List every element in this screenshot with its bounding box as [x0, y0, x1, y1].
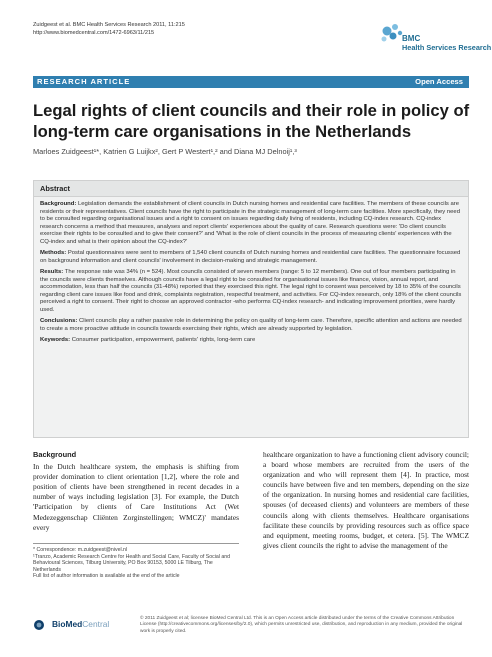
- abstract-conclusions: [40, 318, 462, 333]
- citation-link[interactable]: http://www.biomedcentral.com/1472-6963/11/215: [33, 30, 155, 36]
- author-list: Marloes Zuidgeest¹*, Katrien G Luijkx², Gert P Westert¹,² and Diana MJ Delnoij¹,³: [33, 147, 297, 156]
- abstract-box: [33, 180, 469, 438]
- journal-name: Health Services Research: [402, 43, 492, 52]
- keywords-label: Keywords:: [40, 337, 71, 343]
- affiliation-note: ¹Tranzo, Academic Research Centre for Health and Social Care, Faculty of Social and Behavioural Sciences, Tilburg University, PO Box 90153, 5000 LE Tilburg, The Netherlands: [33, 553, 231, 573]
- abstract-keywords: [40, 337, 462, 345]
- background-label: Background:: [40, 201, 77, 207]
- methods-label: Methods:: [40, 250, 67, 256]
- license-text: © 2011 Zuidgeest et al; licensee BioMed Central Ltd. This is an Open Access article distributed under the terms of the Creative Commons Attribution License (http://creativecommons.org/licenses/by/2.0), which permits unrestricted use, distribution, and reproduction in any medium, provided the original work is properly cited.: [140, 616, 463, 634]
- abstract-heading: Abstract: [34, 181, 468, 197]
- article-banner: [33, 76, 469, 88]
- abstract-methods: [40, 250, 462, 265]
- body-column-left: [33, 450, 239, 533]
- publisher-bold: BioMed: [52, 619, 83, 629]
- conclusions-text: Client councils play a rather passive role in determining the policy on quality of long-term care. Therefore, specific attention and actions are needed to create a more proactive attitude in councils towards exercising their rights, which are already supported by legislation.: [40, 318, 462, 332]
- correspondence-note[interactable]: * Correspondence: m.zuidgeest@nivel.nl: [33, 547, 128, 553]
- body-column-right: [263, 450, 469, 551]
- open-access-label: Open Access: [415, 77, 463, 86]
- methods-text: Postal questionnaires were sent to members of 1,540 client councils of Dutch nursing homes and residential care facilities. The questionnaire focussed on background information and client councils' involvement in decision-making and strategic management.: [40, 250, 461, 264]
- author-info-note: Full list of author information is available at the end of the article: [33, 573, 180, 580]
- abstract-background: [40, 201, 462, 246]
- section-heading-background: Background: [33, 450, 77, 459]
- abstract-body: [34, 197, 468, 345]
- logo-bmc-text: BMC: [402, 34, 421, 43]
- footnotes: [33, 543, 239, 580]
- background-text: Legislation demands the establishment of client councils in Dutch nursing homes and residential care facilities. The members of these councils are residents or their representatives. Client councils have the right to participate in the strategic management of long-term care facilities. More specifically, they need to be consulted regarding organisational issues and a right to consent on issues regarding daily living of residents, including CQ-index research. CQ-index research concerns a method that measures, analyses and report clients' experiences about the quality of care. Research questions were: 'Do client councils exercise their rights to be consulted and to give their consent?' and 'What is the role of client councils in the process of measuring clients' experiences with the CQ-index and what is their opinion about the CQ-index?': [40, 201, 460, 245]
- journal-citation: [33, 21, 185, 37]
- publisher-light: Central: [82, 619, 110, 629]
- abstract-results: [40, 269, 462, 314]
- keywords-text: Consumer participation, empowerment, patients' rights, long-term care: [71, 337, 256, 343]
- citation-line-1: Zuidgeest et al. BMC Health Services Research 2011, 11:215: [33, 22, 185, 28]
- conclusions-label: Conclusions:: [40, 318, 78, 324]
- body-text-left: In the Dutch healthcare system, the emphasis is shifting from provider domination to client orientation [1,2], where the role and position of clients have been strengthened in recent decades in a number of ways including legislation [3]. For example, the Dutch 'Participation by clients of Care Institutions Act (Wet Medezeggenschap Cliënten Zorginstellingen; WMCZ)' mandates every: [33, 462, 239, 532]
- body-text-right: healthcare organization to have a functioning client advisory council; a board whose members are recruited from the users of the organization and who will represent them [4]. In practice, most councils have between five and ten members, depending on the size of the organization. In nursing homes and residential care facilities, spouses (of deceased clients) and volunteers are members of these councils along with clients themselves. Healthcare organisations facilitate these councils by providing resources such as office space and equipment, meeting rooms, budget, et cetera. [5]. The WMCZ gives client councils the right to advise the management of the: [263, 450, 469, 550]
- article-title: Legal rights of client councils and their role in policy of long-term care organisations in the Netherlands: [33, 101, 470, 141]
- results-text: The response rate was 34% (n = 524). Most councils consisted of seven members (range: 5 to 12 members). One out of four members participating in the councils were clients themselves. Although councils have a legal right to be consulted for organisational issues like finance, vision, annual report, and accommodation, less than half the councils (31-48%) reported that they exercised this right. The legal right to consent was perceived by 18 to 35% of the councils regarding client care issues like food and drink, complaints registration, respectful treatment, and activities. For CQ-index research, only 18% of the client councils perceived a right to consent. Their right to choose an approved contractor -who performs CQ-index research- and indicating improvement priorities, were hardly used.: [40, 269, 462, 313]
- publisher-name: [52, 619, 109, 629]
- article-type: RESEARCH ARTICLE: [37, 77, 131, 86]
- results-label: Results:: [40, 269, 64, 275]
